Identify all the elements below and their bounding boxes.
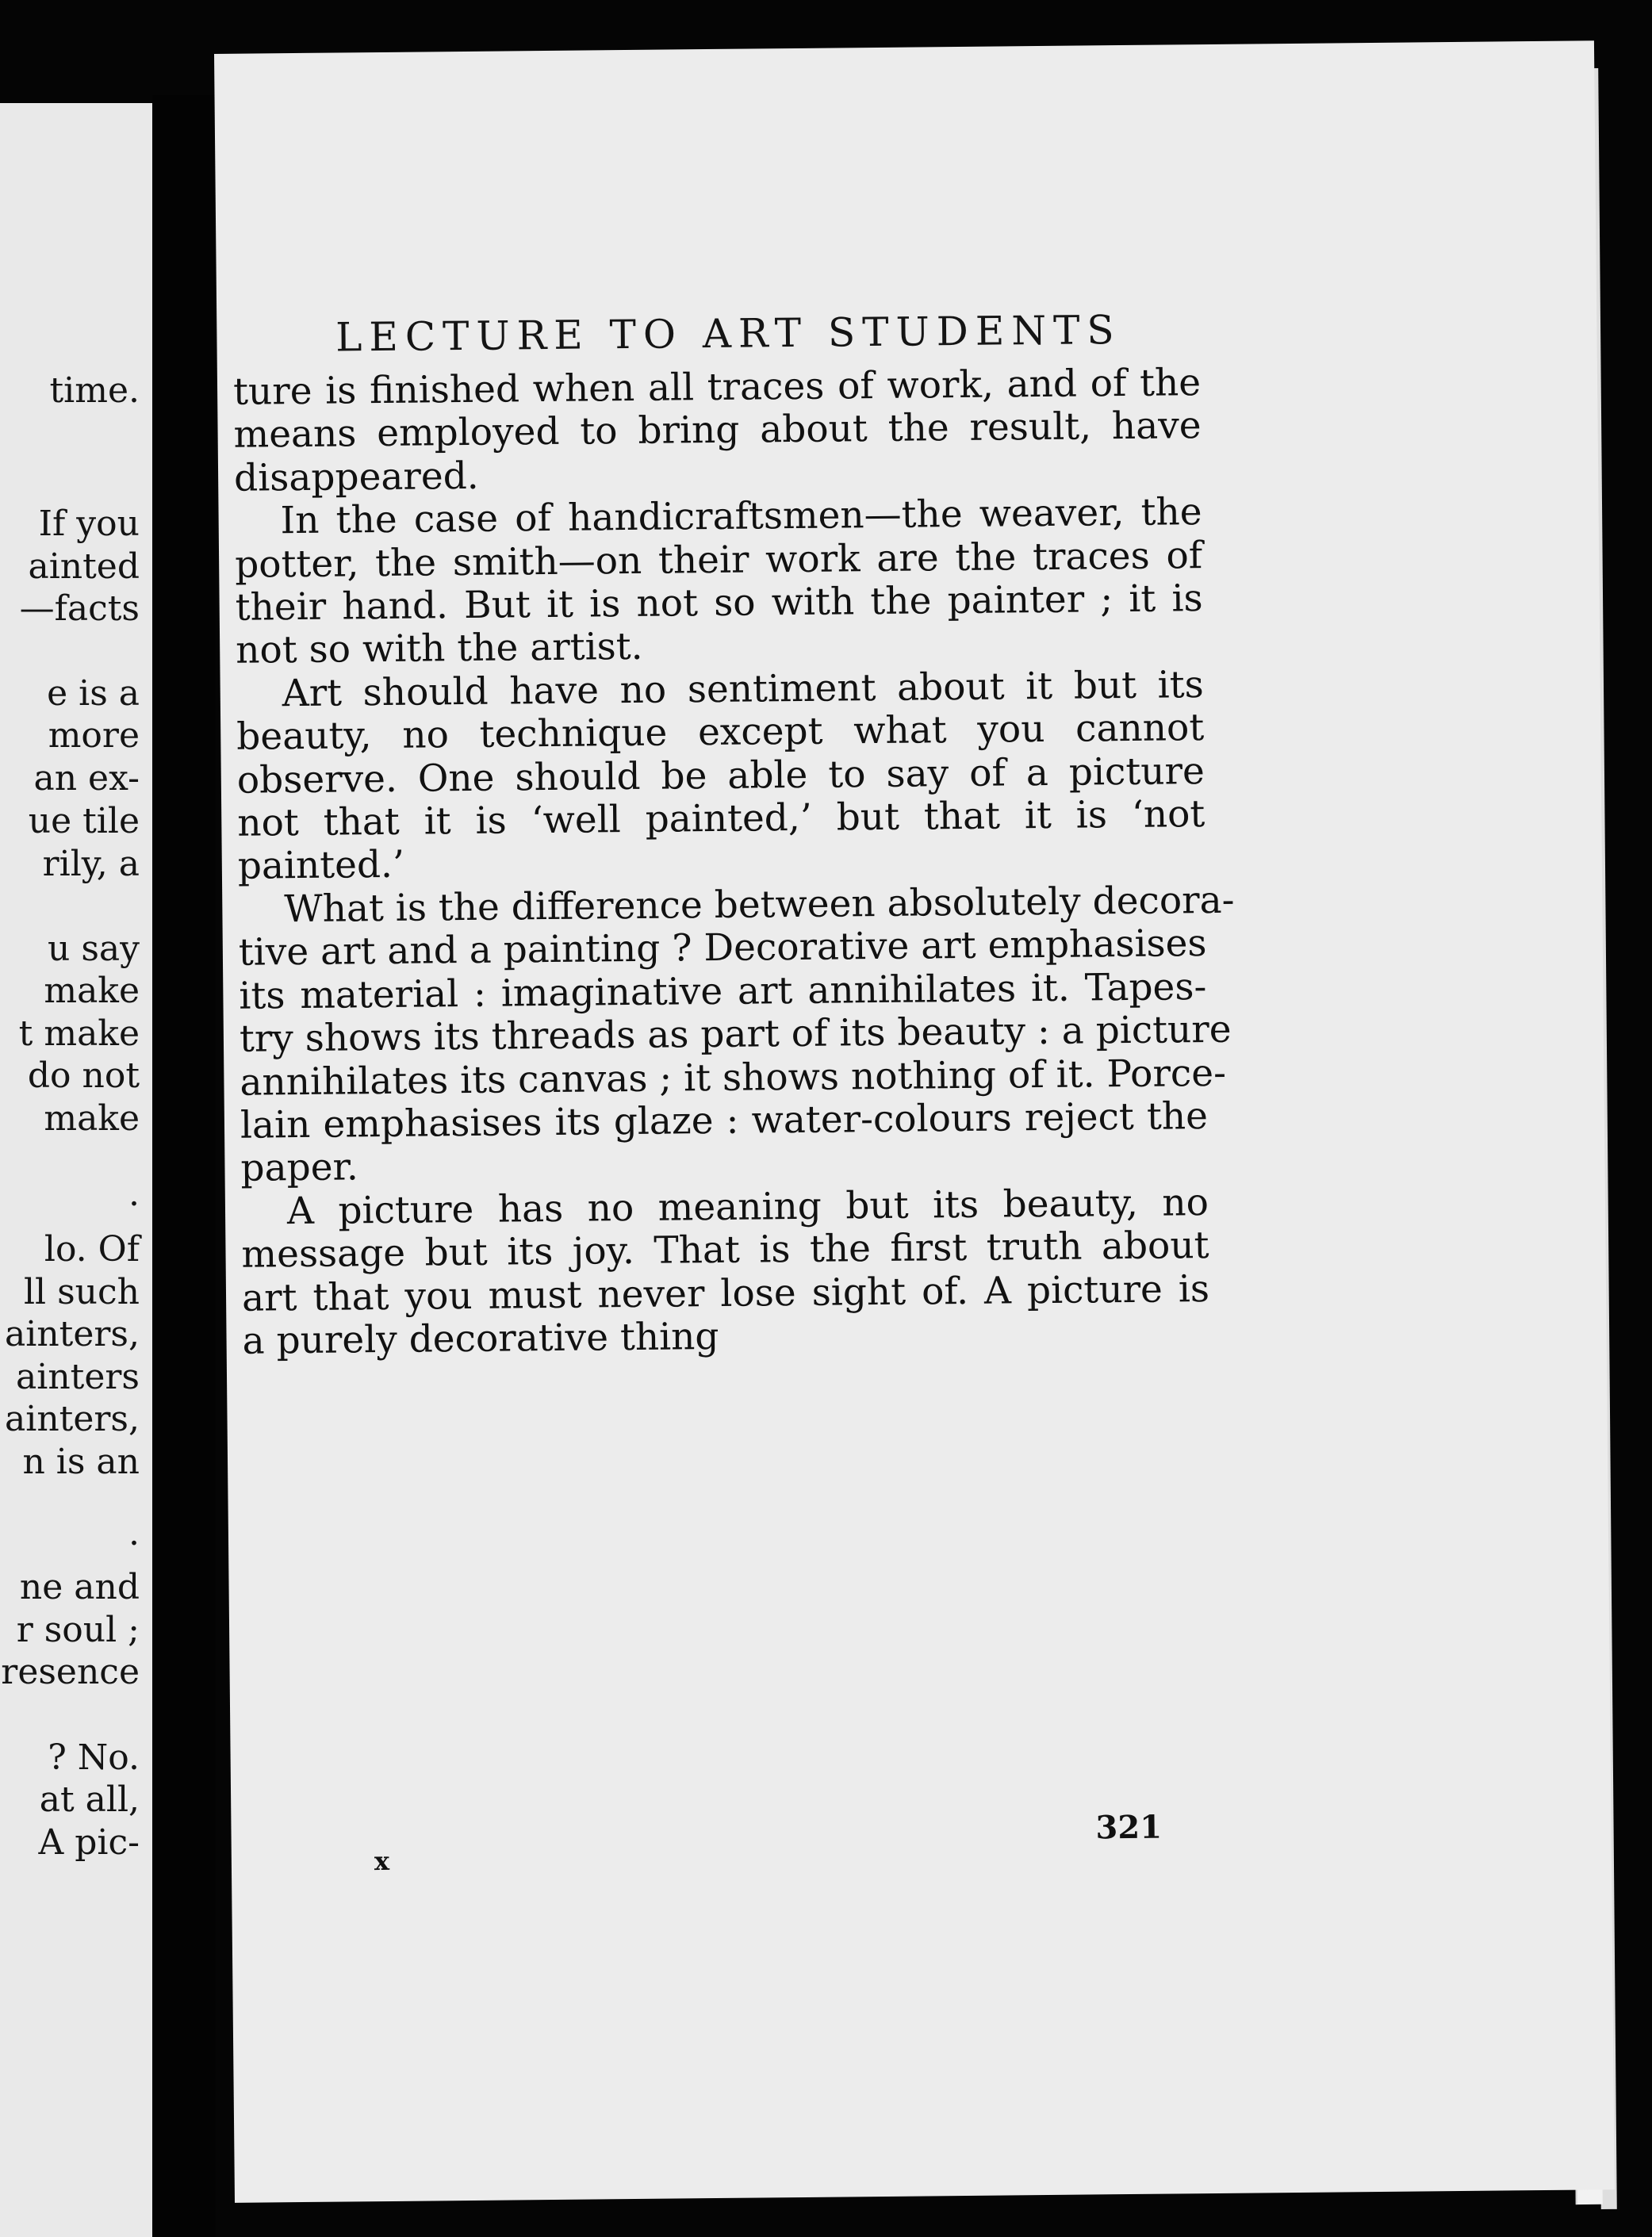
left-line: A pic- <box>38 1822 140 1863</box>
left-line: make <box>44 1098 140 1139</box>
left-line: r soul ; <box>16 1610 140 1650</box>
text-line: A picture has no meaning but its beauty, no <box>286 1180 1209 1233</box>
left-line: resence <box>1 1652 140 1692</box>
left-line: ainted <box>28 546 140 587</box>
paragraph <box>238 878 1235 1191</box>
left-line: —facts <box>19 588 140 629</box>
page-number: 321 <box>1095 1808 1163 1847</box>
left-line: do not <box>27 1055 140 1096</box>
text-line: painted.’ <box>237 843 405 889</box>
left-line: If you <box>38 504 140 544</box>
text-line: not that it is ‘well painted,’ but that it is ‘not <box>237 792 1205 845</box>
left-line: ll such <box>23 1272 140 1312</box>
text-line: tive art and a painting ? Decorative art emphasises <box>238 921 1207 975</box>
text-line: not so with the artist. <box>235 625 643 673</box>
signature-mark: x <box>374 1845 390 1877</box>
paragraph <box>234 491 1203 672</box>
text-line: paper. <box>240 1145 359 1191</box>
left-line: ainters <box>16 1357 140 1397</box>
left-line: make <box>44 971 140 1011</box>
text-line: potter, the smith—on their work are the traces of <box>234 533 1203 587</box>
left-line: ue tile <box>28 801 140 841</box>
text-line: disappeared. <box>233 454 479 500</box>
left-line: e is a <box>47 673 140 714</box>
text-line: their hand. But it is not so with the painter ; it is <box>235 576 1203 630</box>
text-line: try shows its threads as part of its beauty : a picture <box>239 1007 1232 1061</box>
text-line: observe. One should be able to say of a picture <box>236 749 1205 802</box>
text-line: a purely decorative thing <box>242 1314 719 1363</box>
book-gutter <box>152 95 216 2237</box>
left-line: . <box>128 1174 140 1214</box>
text-line: annihilates its canvas ; it shows nothing of it. Porce- <box>240 1051 1227 1105</box>
text-line: means employed to bring about the result, have <box>233 404 1202 458</box>
text-line: message but its joy. That is the first truth about <box>241 1224 1209 1277</box>
text-line: What is the difference between absolutely decora- <box>284 878 1235 932</box>
left-line: . <box>128 1513 140 1553</box>
text-line: lain emphasises its glaze : water-colours reject the <box>240 1094 1209 1147</box>
left-line: n is an <box>22 1442 140 1482</box>
running-head: LECTURE TO ART STUDENTS <box>335 307 1121 361</box>
left-line: t make <box>18 1013 140 1054</box>
left-line: ainters, <box>5 1399 140 1439</box>
left-line: at all, <box>39 1779 140 1820</box>
left-line: rily, a <box>42 844 140 884</box>
paragraph <box>241 1182 1210 1363</box>
text-line: Art should have no sentiment about it but its <box>282 662 1204 716</box>
text-line: In the case of handicraftsmen—the weaver, the <box>280 490 1202 543</box>
left-line: ainters, <box>5 1314 140 1354</box>
left-line: time. <box>49 370 140 411</box>
page-body <box>232 361 1235 1363</box>
left-line: u say <box>48 929 140 969</box>
paragraph <box>236 664 1205 889</box>
text-line: its material : imaginative art annihilates it. Tapes- <box>239 964 1207 1018</box>
current-page <box>214 40 1615 2203</box>
text-line: art that you must never lose sight of. A picture is <box>241 1266 1210 1320</box>
left-line: an ex- <box>33 758 140 799</box>
previous-page-fragment <box>0 103 152 2237</box>
left-line: more <box>48 715 140 756</box>
left-line: ? No. <box>48 1737 140 1778</box>
text-line: beauty, no technique except what you cannot <box>236 706 1205 760</box>
left-line: lo. Of <box>44 1229 140 1270</box>
paragraph <box>233 362 1202 500</box>
text-line: ture is finished when all traces of work, and of the <box>232 361 1202 414</box>
left-line: ne and <box>19 1567 140 1607</box>
